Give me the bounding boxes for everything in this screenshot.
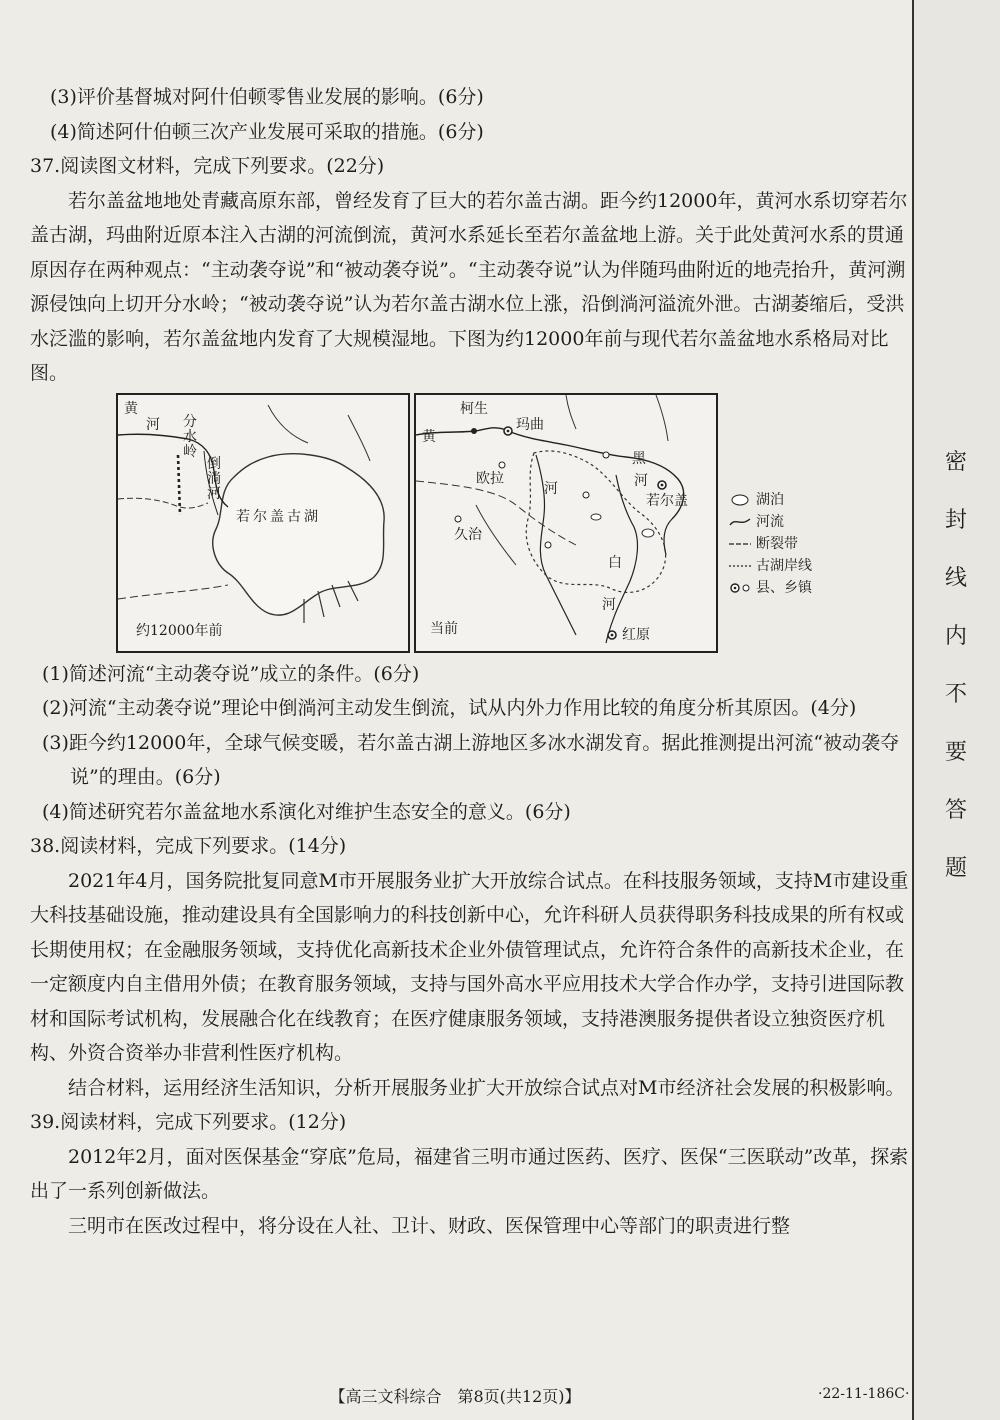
label-he2: 河 [634,472,648,489]
label-bai: 白 [608,554,622,571]
water-system-figure [116,393,812,651]
legend-lake-label: 湖泊 [756,491,784,508]
label-he: 河 [146,416,160,433]
label-jiuzhi: 久治 [454,526,482,543]
town-icon [728,581,752,595]
caption-present: 当前 [430,620,458,637]
label-hei: 黑 [632,450,646,467]
seal-char: 题 [944,856,967,881]
legend-shoreline [728,555,838,577]
seal-char: 内 [944,624,967,649]
lake-icon [728,493,752,507]
map-12000-years-ago [116,393,410,653]
seal-char: 不 [944,682,967,707]
q37-heading: 37.阅读图文材料，完成下列要求。(22分) [30,155,385,177]
label-he3: 河 [602,596,616,613]
q38-heading: 38.阅读材料，完成下列要求。(14分) [30,835,347,857]
q39-heading: 39.阅读材料，完成下列要求。(12分) [30,1111,347,1133]
binding-margin [912,0,1000,1420]
label-hongyuan: 红原 [622,626,650,643]
q39-paragraph1: 2012年2月，面对医保基金“穿底”危局，福建省三明市通过医药、医疗、医保“三医联动”改革，探索出了一系列创新做法。 [30,1145,909,1202]
label-kesheng: 柯生 [460,400,488,417]
legend-fault [728,533,838,555]
label-maqu: 玛曲 [516,416,544,433]
seal-char: 密 [944,450,967,475]
exam-content [30,80,910,1243]
page-footer: 【高三文科综合 第8页(共12页)】 [329,1387,581,1406]
map-legend [728,489,838,599]
q36-item4: (4)简述阿什伯顿三次产业发展可采取的措施。(6分) [50,120,484,143]
seal-char: 答 [944,798,967,823]
label-huanghe: 黄 [124,400,138,417]
label-huang: 黄 [422,428,436,445]
exam-code: ·22-11-186C· [818,1386,910,1402]
legend-town-label: 县、乡镇 [756,579,812,596]
fault-line-icon [728,537,752,551]
q36-item3: (3)评价基督城对阿什伯顿零售业发展的影响。(6分) [50,86,484,108]
q37-sub3: (3)距今约12000年，全球气候变暖，若尔盖古湖上游地区多冰水湖发育。据此推测提出河流“被动袭夺说”的理由。(6分) [42,731,900,788]
legend-lake [728,489,838,511]
q37-sub1: (1)简述河流“主动袭夺说”成立的条件。(6分) [42,662,420,685]
legend-shoreline-label: 古湖岸线 [756,557,812,574]
legend-river [728,511,838,533]
legend-town [728,577,838,599]
label-daotanghe: 倒淌河 [207,455,221,502]
legend-fault-label: 断裂带 [756,535,798,552]
q37-sub4: (4)简述研究若尔盖盆地水系演化对维护生态安全的意义。(6分) [42,800,571,823]
seal-char: 封 [944,508,967,533]
label-ancient-lake: 若尔盖古湖 [236,508,321,525]
river-icon [728,515,752,529]
seal-char: 要 [944,740,967,765]
label-he1: 河 [544,480,558,497]
q38-paragraph: 2021年4月，国务院批复同意M市开展服务业扩大开放综合试点。在科技服务领域，支持M市建设重大科技基础设施，推动建设具有全国影响力的科技创新中心，允许科研人员获得职务科技成果的所有权或长期使用权；在金融服务领域，支持优化高新技术企业外债管理试点，允许符合条件的高新技术企业，在一定额度内自主借用外债；在教育服务领域，支持与国外高水平应用技术大学合作办学，支持引进国际教材和国际考试机构，发展融合化在线教育；在医疗健康服务领域，支持港澳服务提供者设立独资医疗机构、外资合资举办非营利性医疗机构。 [30,869,909,1064]
label-zoige: 若尔盖 [646,492,688,509]
q38-task: 结合材料，运用经济生活知识，分析开展服务业扩大开放综合试点对M市经济社会发展的积极影响。 [68,1076,905,1099]
q37-paragraph: 若尔盖盆地地处青藏高原东部，曾经发育了巨大的若尔盖古湖。距今约12000年，黄河水系切穿若尔盖古湖，玛曲附近原本注入古湖的河流倒流，黄河水系延长至若尔盖盆地上游。关于此处黄河水系的贯通原因存在两种观点：“主动袭夺说”和“被动袭夺说”。“主动袭夺说”认为伴随玛曲附近的地壳抬升，黄河溯源侵蚀向上切开分水岭；“被动袭夺说”认为若尔盖古湖水位上涨，沿倒淌河溢流外泄。古湖萎缩后，受洪水泛滥的影响，若尔盖盆地内发育了大规模湿地。下图为约12000年前与现代若尔盖盆地水系格局对比图。 [30,189,908,384]
map-right-drawing [416,395,716,651]
q39-paragraph2: 三明市在医改过程中，将分设在人社、卫计、财政、医保管理中心等部门的职责进行整 [68,1214,791,1237]
caption-12000-years-ago: 约12000年前 [136,622,223,639]
seal-char: 线 [944,566,967,591]
label-oula: 欧拉 [476,470,504,487]
seal-line-notice [936,445,976,909]
shoreline-icon [728,559,752,573]
label-fenshuiling: 分水岭 [183,413,197,460]
legend-river-label: 河流 [756,513,784,530]
map-present-day [414,393,718,653]
q37-sub2: (2)河流“主动袭夺说”理论中倒淌河主动发生倒流，试从内外力作用比较的角度分析其原因。(4分) [42,697,857,719]
